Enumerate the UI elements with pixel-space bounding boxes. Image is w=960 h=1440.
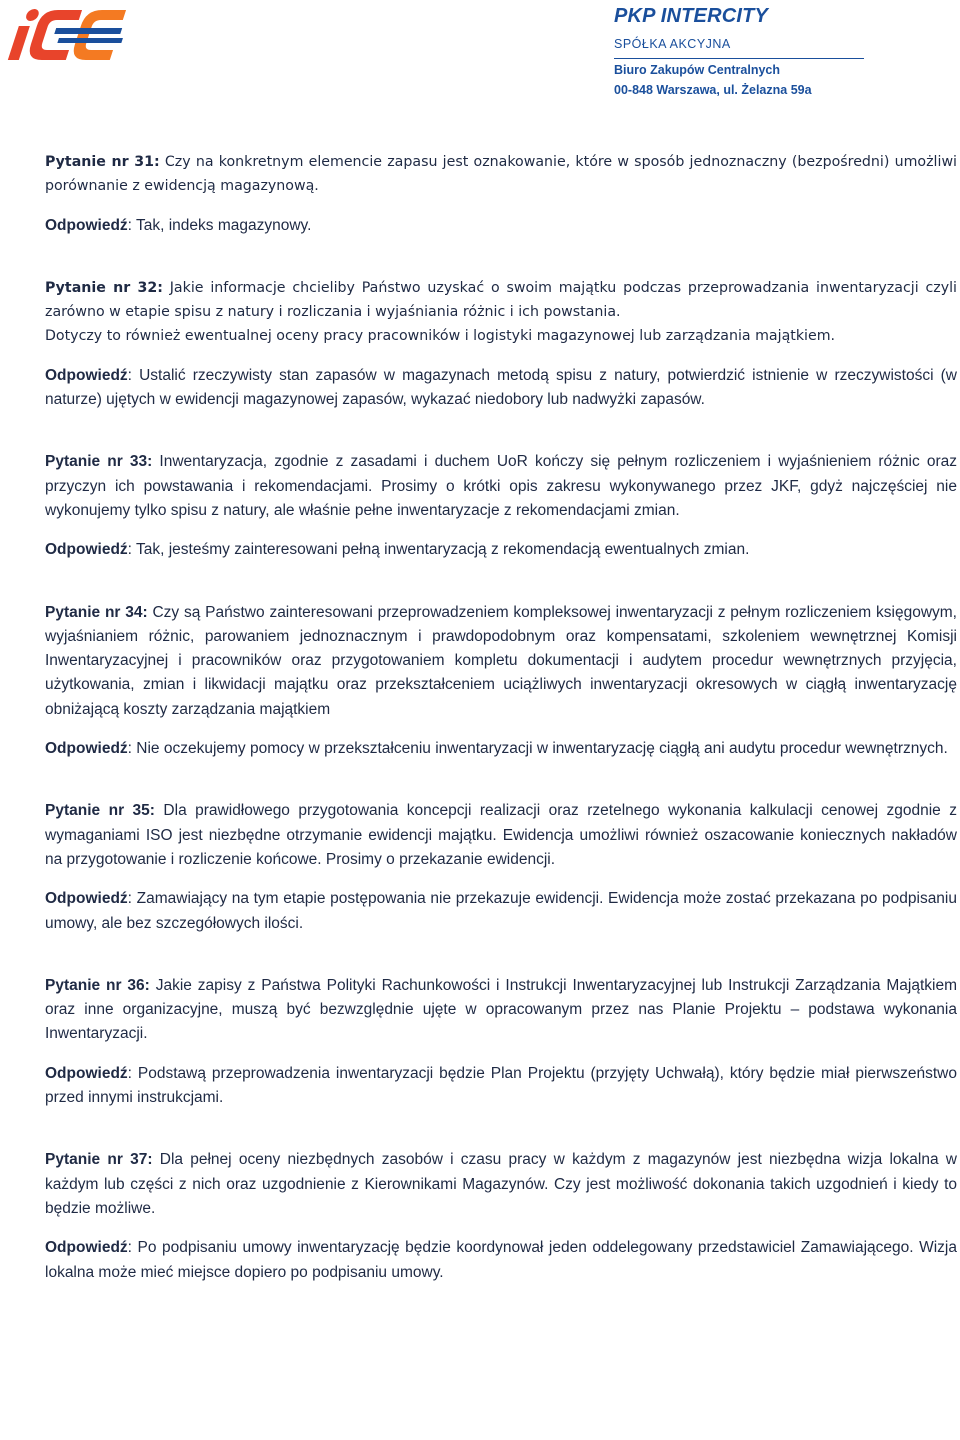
answer-label: Odpowiedź: [45, 541, 128, 559]
answer-text: : Zamawiający na tym etapie postępowania nie przekazuje ewidencji. Ewidencja może zostać przekazana po podpisaniu umowy, ale bez szczegółowych ilości.: [45, 890, 957, 932]
qa-block-32: [45, 276, 957, 412]
question-text: Czy na konkretnym elemencie zapasu jest oznakowanie, które w sposób jednoznaczny (bezpośredni) umożliwi porównanie z ewidencją magazynową.: [45, 154, 957, 195]
answer-33: [45, 538, 957, 562]
question-label: Pytanie nr 35:: [45, 802, 155, 820]
question-text: Jakie informacje chcieliby Państwo uzyskać o swoim majątku podczas przeprowadzania inwentaryzacji czyli zarówno w etapie spisu z natury i rozliczania i wyjaśniania różnic i ich powstania.: [45, 279, 957, 321]
question-32-continued: Dotyczy to również ewentualnej oceny pracy pracowników i logistyki magazynowej lub zarządzania majątkiem.: [45, 328, 836, 345]
intercity-logo-icon: [4, 4, 154, 66]
answer-text: : Po podpisaniu umowy inwentaryzację będzie koordynował jeden oddelegowany przedstawiciel Zamawiającego. Wizja lokalna może mieć miejsce dopiero po podpisaniu umowy.: [45, 1239, 957, 1281]
question-text: Dla prawidłowego przygotowania koncepcji realizacji oraz rzetelnego wykonania kalkulacji cenowej zgodnie z wymaganiami ISO jest niezbędne otrzymanie ewidencji majątku. Ewidencja umożliwi również oszacowanie koniecznych nakładów na przygotowanie i rozliczenie końcowe. Prosimy o przekazanie ewidencji.: [45, 802, 957, 868]
answer-32: [45, 364, 957, 413]
answer-label: Odpowiedź: [45, 740, 128, 758]
answer-text: : Tak, indeks magazynowy.: [127, 216, 312, 234]
question-text: Czy są Państwo zainteresowani przeprowadzeniem kompleksowej inwentaryzacji z pełnym rozliczeniem księgowym, wyjaśnianiem różnic, parowaniem jednoznacznym i prawdopodobnym oraz kompensatami, szkoleniem wewnętrznej Komisji Inwentaryzacyjnej i pracowników oraz przygotowaniem kompletu dokumentacji i audytem procedur wewnętrznych przyjęcia, użytkowania, zmian i likwidacji majątku oraz przekształceniem uciążliwych inwentaryzacji okresowych w ciągłą inwentaryzację obniżającą koszty zarządzania majątkiem: [45, 603, 957, 718]
question-36: [45, 974, 957, 1047]
answer-37: [45, 1236, 957, 1285]
qa-block-31: [45, 150, 957, 238]
question-37: [45, 1148, 957, 1221]
document-body: [45, 150, 957, 1285]
question-label: Pytanie nr 31:: [45, 154, 160, 170]
question-text: Dla pełnej oceny niezbędnych zasobów i czasu pracy w każdym z magazynów jest niezbędna wizja lokalna w każdym lub części z nich oraz uzgodnienie z Kierownikami Magazynów. Czy jest możliwość dokonania takich uzgodnień i kiedy to będzie możliwe.: [45, 1151, 958, 1217]
qa-block-37: [45, 1148, 957, 1284]
question-text: Inwentaryzacja, zgodnie z zasadami i duchem UoR kończy się pełnym rozliczeniem i wyjaśnieniem różnic oraz przyczyn ich powstawania i rekomendacjami. Prosimy o krótki opis zakresu wykonywanego przez JKF, gdyż najczęściej nie wykonujemy tylko spisu z natury, ale właśnie pełne inwentaryzacje z rekomendacjami zmian.: [45, 453, 957, 519]
question-label: Pytanie nr 36:: [45, 976, 150, 994]
answer-text: : Ustalić rzeczywisty stan zapasów w magazynach metodą spisu z natury, potwierdzić istnienie w rzeczywistości (w naturze) ujętych w ewidencji magazynowej zapasów, wykazać niedobory lub nadwyżki zapasów.: [45, 366, 957, 409]
question-33: [45, 450, 957, 523]
answer-text: : Podstawą przeprowadzenia inwentaryzacji będzie Plan Projektu (przyjęty Uchwałą), który będzie miał pierwszeństwo przed innymi instrukcjami.: [45, 1064, 957, 1107]
question-35: [45, 799, 957, 872]
company-name: PKP INTERCITY: [614, 5, 769, 27]
office-name: Biuro Zakupów Centralnych: [614, 63, 780, 77]
question-32: [45, 276, 957, 325]
answer-label: Odpowiedź: [45, 366, 128, 384]
question-label: Pytanie nr 34:: [45, 603, 148, 621]
answer-36: [45, 1062, 957, 1111]
question-31: [45, 150, 957, 199]
question-label: Pytanie nr 33:: [45, 453, 153, 471]
question-label: Pytanie nr 37:: [45, 1151, 153, 1169]
answer-label: Odpowiedź: [45, 890, 128, 908]
answer-34: [45, 737, 957, 761]
answer-text: : Nie oczekujemy pomocy w przekształceniu inwentaryzacji w inwentaryzację ciągłą ani audytu procedur wewnętrznych.: [127, 740, 948, 758]
company-info: [614, 4, 864, 99]
question-34: [45, 601, 957, 722]
qa-block-33: [45, 450, 957, 562]
answer-label: Odpowiedź: [45, 1064, 128, 1082]
header-divider: [614, 58, 864, 59]
company-type: SPÓŁKA AKCYJNA: [614, 37, 731, 51]
qa-block-34: [45, 601, 957, 762]
question-text: Jakie zapisy z Państwa Polityki Rachunkowości i Instrukcji Inwentaryzacyjnej lub Instrukcji Zarządzania Majątkiem oraz inne organizacyjne, muszą być bezwzględnie ujęte w opracowanym przez nas Planie Projektu – podstawa wykonania Inwentaryzacji.: [45, 976, 957, 1043]
qa-block-35: [45, 799, 957, 935]
question-label: Pytanie nr 32:: [45, 279, 163, 296]
answer-label: Odpowiedź: [45, 216, 128, 234]
office-address: 00-848 Warszawa, ul. Żelazna 59a: [614, 83, 812, 97]
page-header: [0, 0, 960, 100]
qa-block-36: [45, 974, 957, 1110]
answer-31: [45, 214, 957, 238]
answer-text: : Tak, jesteśmy zainteresowani pełną inwentaryzacją z rekomendacją ewentualnych zmian.: [127, 541, 750, 559]
answer-label: Odpowiedź: [45, 1239, 128, 1257]
answer-35: [45, 887, 957, 936]
